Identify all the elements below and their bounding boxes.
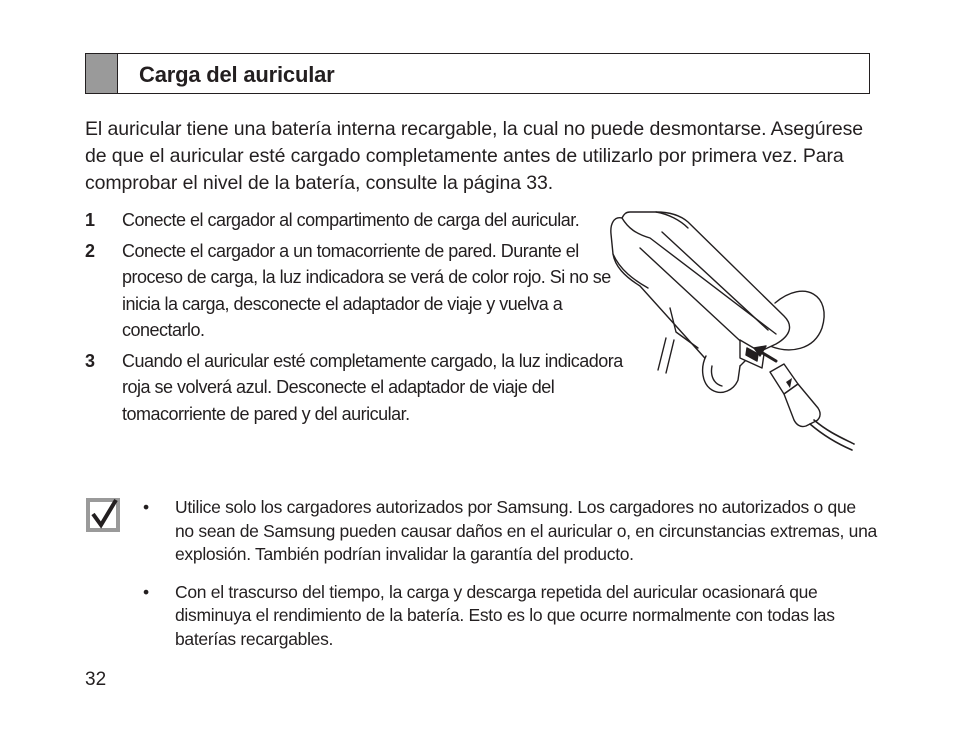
header-tab-marker bbox=[86, 54, 118, 93]
step-item bbox=[85, 238, 625, 344]
step-number: 3 bbox=[85, 350, 95, 371]
step-text: Conecte el cargador a un tomacorriente de pared. Durante el proceso de carga, la luz indicadora se verá de color rojo. Si no se inicia la carga, desconecte el adaptador de viaje y vuelva a conectarlo. bbox=[122, 240, 611, 340]
note-text: Utilice solo los cargadores autorizados por Samsung. Los cargadores no autorizados o que no sean de Samsung pueden causar daños en el auricular o, en circunstancias extremas, una explosión. También podrían invalidar la garantía del producto. bbox=[175, 497, 877, 564]
notes-list bbox=[143, 496, 878, 665]
step-text: Conecte el cargador al compartimento de carga del auricular. bbox=[122, 210, 580, 230]
checkbox-check-icon bbox=[85, 497, 121, 533]
step-number: 2 bbox=[85, 240, 95, 261]
intro-paragraph: El auricular tiene una batería interna recargable, la cual no puede desmontarse. Asegúrese de que el auricular esté cargado completamente antes de utilizarlo por primera vez. Para comprobar el nivel de la batería, consulte la página 33. bbox=[85, 118, 863, 194]
step-item bbox=[85, 207, 625, 234]
section-title: Carga del auricular bbox=[139, 62, 335, 87]
bullet-icon: • bbox=[143, 581, 149, 602]
step-text: Cuando el auricular esté completamente cargado, la luz indicadora roja se volverá azul. Desconecte el adaptador de viaje del tomacorriente de pared y del auricular. bbox=[122, 350, 623, 424]
bullet-icon: • bbox=[143, 497, 149, 517]
headset-charging-illustration bbox=[600, 208, 855, 456]
page-number: 32 bbox=[85, 669, 107, 690]
note-text: Con el trascurso del tiempo, la carga y descarga repetida del auricular ocasionará que disminuya el rendimiento de la batería. Esto es lo que ocurre normalmente con todas las baterías recargables. bbox=[175, 581, 835, 649]
step-item bbox=[85, 348, 625, 428]
note-item bbox=[143, 581, 878, 652]
section-header bbox=[85, 53, 870, 94]
note-item bbox=[143, 496, 878, 567]
steps-list bbox=[85, 207, 625, 431]
step-number: 1 bbox=[85, 210, 95, 230]
